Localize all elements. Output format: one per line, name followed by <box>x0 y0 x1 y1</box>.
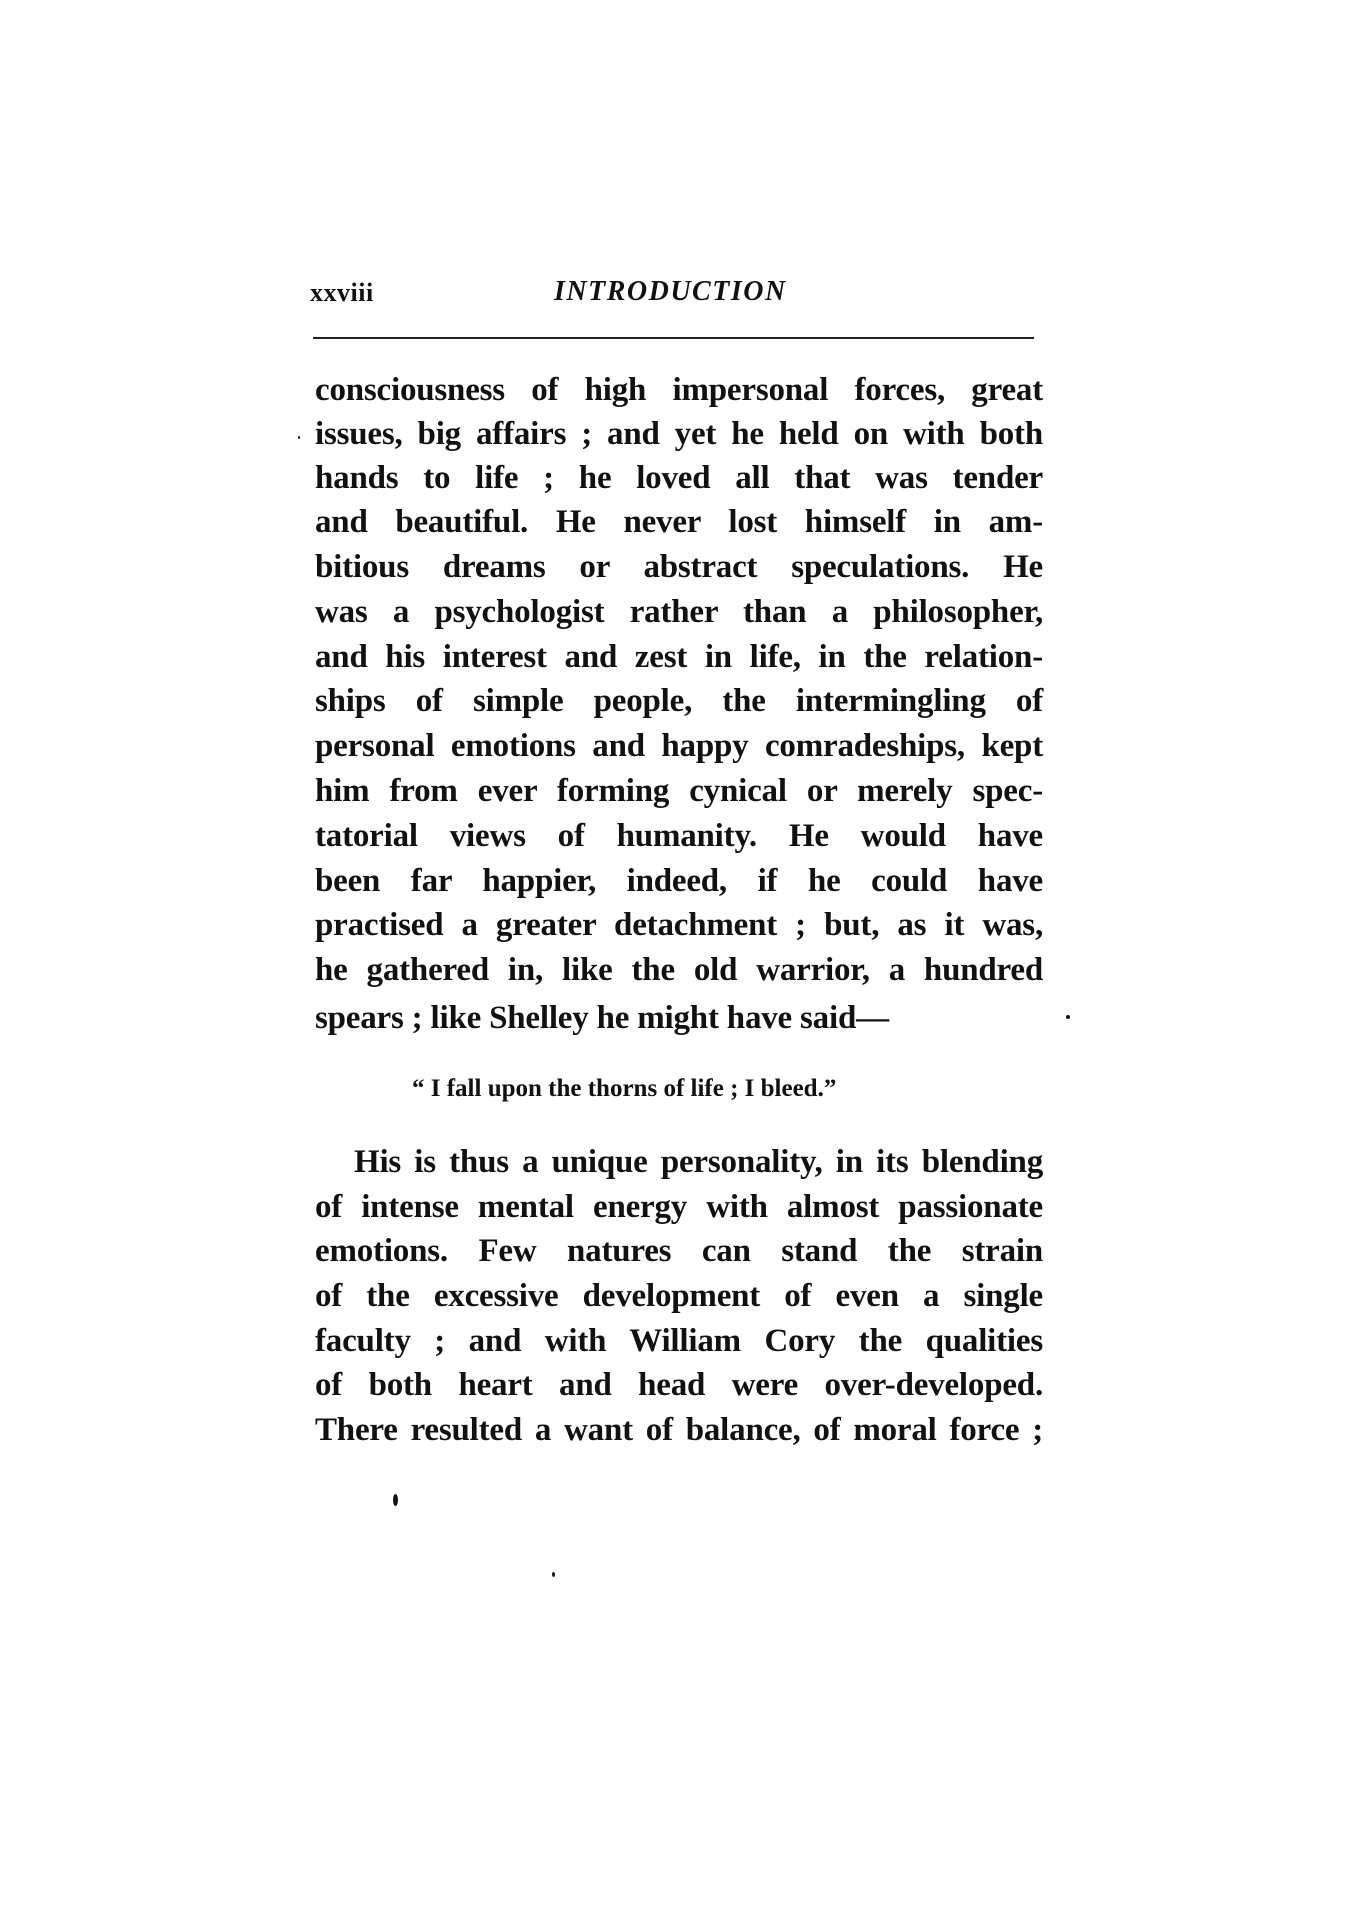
text-line: issues, big affairs ; and yet he held on with both <box>315 416 1043 452</box>
running-head <box>310 278 1045 318</box>
text-line: spears ; like Shelley he might have said— <box>315 1000 889 1036</box>
text-line: emotions. Few natures can stand the strain <box>315 1233 1043 1269</box>
text-line: of the excessive development of even a single <box>315 1278 1043 1314</box>
text-line: practised a greater detachment ; but, as it was, <box>315 907 1043 943</box>
running-title: INTRODUCTION <box>554 276 787 307</box>
header-rule <box>313 337 1034 339</box>
page-number: xxviii <box>310 278 374 307</box>
text-line: hands to life ; he loved all that was tender <box>315 460 1043 496</box>
scan-speck <box>393 1494 398 1506</box>
text-line: ships of simple people, the intermingling of <box>315 683 1043 719</box>
text-line: faculty ; and with William Cory the qualities <box>315 1323 1043 1359</box>
verse-quotation: “ I fall upon the thorns of life ; I bleed.” <box>412 1075 837 1102</box>
text-line: him from ever forming cynical or merely spec- <box>315 773 1043 809</box>
text-line: bitious dreams or abstract speculations. He <box>315 549 1043 585</box>
text-line: His is thus a unique personality, in its blending <box>354 1144 1043 1180</box>
text-line: personal emotions and happy comradeships, kept <box>315 728 1043 764</box>
text-line: he gathered in, like the old warrior, a hundred <box>315 952 1043 988</box>
scan-speck <box>298 436 300 439</box>
scan-speck <box>552 1572 555 1577</box>
text-line: and beautiful. He never lost himself in am- <box>315 504 1043 540</box>
text-line: and his interest and zest in life, in the relation- <box>315 639 1043 675</box>
text-line: was a psychologist rather than a philosopher, <box>315 594 1043 630</box>
text-line: of both heart and head were over-developed. <box>315 1367 1043 1403</box>
text-line: consciousness of high impersonal forces, great <box>315 372 1043 408</box>
text-line: of intense mental energy with almost passionate <box>315 1189 1043 1225</box>
text-line: There resulted a want of balance, of moral force ; <box>315 1412 1043 1448</box>
text-line: been far happier, indeed, if he could have <box>315 863 1043 899</box>
scan-speck <box>1066 1015 1070 1019</box>
text-line: tatorial views of humanity. He would have <box>315 818 1043 854</box>
